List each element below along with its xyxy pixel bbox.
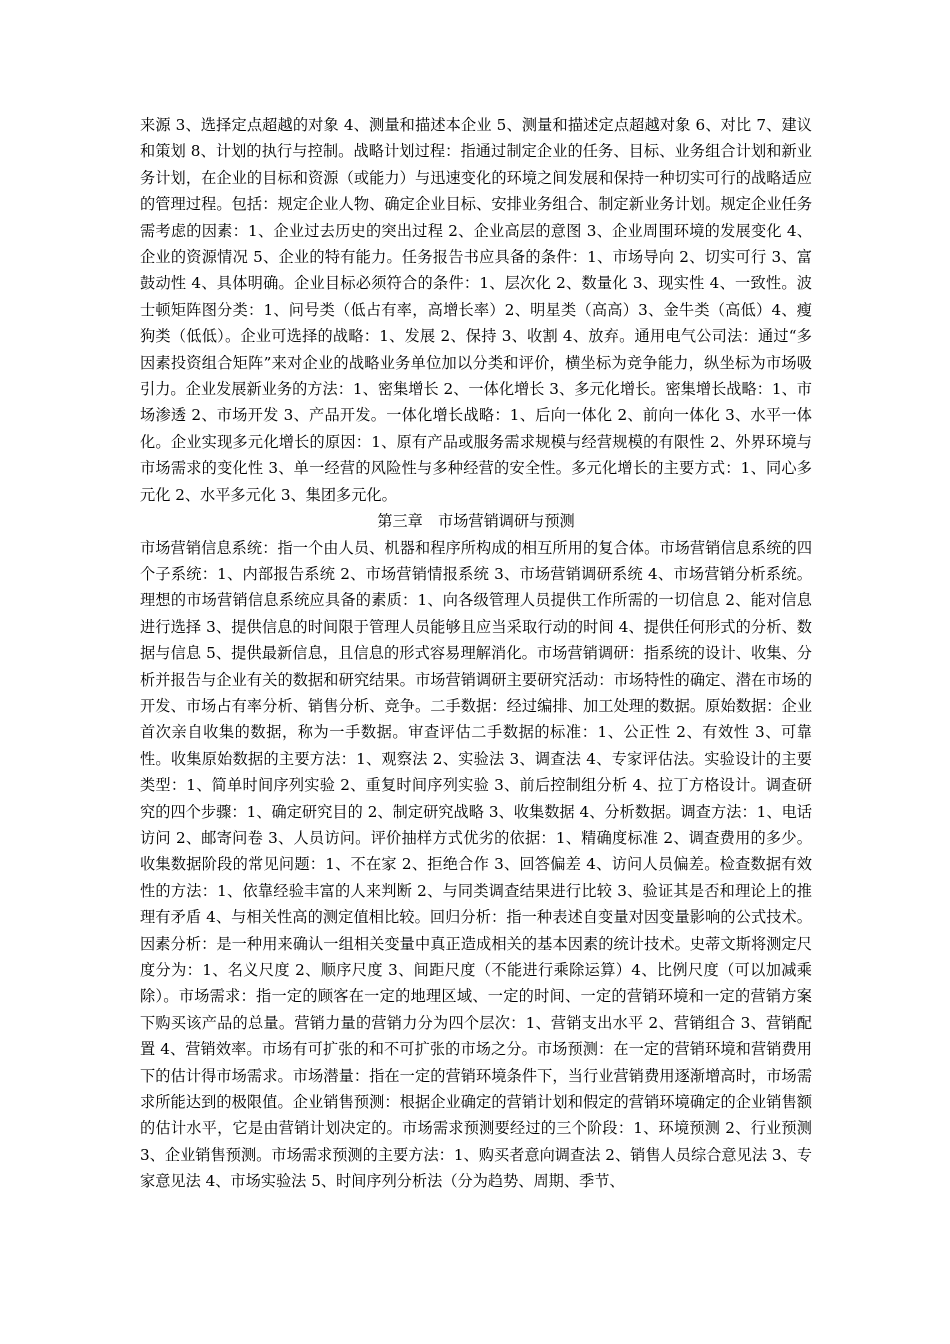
chapter-heading: 第三章 市场营销调研与预测 [377,512,575,531]
chapter-paragraph: 市场营销信息系统：指一个由人员、机器和程序所构成的相互所用的复合体。市场营销信息系统的四个子系统：1、内部报告系统 2、市场营销情报系统 3、市场营销调研系统 4、市场营销分析系统。理想的市场营销信息系统应具备的素质：1、向各级管理人员提供工作所需的一切信息 2、能对信息进行选择 3、提供信息的时间限于管理人员能够且应当采取行动的时间 4、提供任何形式的分析、数据与信息 5、提供最新信息，且信息的形式容易理解消化。市场营销调研：指系统的设计、收集、分析并报告与企业有关的数据和研究结果。市场营销调研主要研究活动：市场特性的确定、潜在市场的开发、市场占有率分析、销售分析、竞争。二手数据：经过编排、加工处理的数据。原始数据：企业首次亲自收集的数据，称为一手数据。审查评估二手数据的标准：1、公正性 2、有效性 3、可靠性。收集原始数据的主要方法：1、观察法 2、实验法 3、调查法 4、专家评估法。实验设计的主要类型：1、简单时间序列实验 2、重复时间序列实验 3、前后控制组分析 4、拉丁方格设计。调查研究的四个步骤：1、确定研究目的 2、制定研究战略 3、收集数据 4、分析数据。调查方法：1、电话访问 2、邮寄问卷 3、人员访问。评价抽样方式优劣的依据：1、精确度标准 2、调查费用的多少。收集数据阶段的常见问题：1、不在家 2、拒绝合作 3、回答偏差 4、访问人员偏差。检查数据有效性的方法：1、依靠经验丰富的人来判断 2、与同类调查结果进行比较 3、验证其是否和理论上的推理有矛盾 4、与相关性高的测定值相比较。回归分析：指一种表述自变量对因变量影响的公式技术。因素分析：是一种用来确认一组相关变量中真正造成相关的基本因素的统计技术。史蒂文斯将测定尺度分为：1、名义尺度 2、顺序尺度 3、间距尺度（不能进行乘除运算）4、比例尺度（可以加减乘除）。市场需求：指一定的顾客在一定的地理区域、一定的时间、一定的营销环境和一定的营销方案下购买该产品的总量。营销力量的营销力分为四个层次：1、营销支出水平 2、营销组合 3、营销配置 4、营销效率。市场有可扩张的和不可扩张的市场之分。市场预测：在一定的营销环境和营销费用下的估计得市场需求。市场潜量：指在一定的营销环境条件下，当行业营销费用逐渐增高时，市场需求所能达到的极限值。企业销售预测：根据企业确定的营销计划和假定的营销环境确定的企业销售额的估计水平，它是由营销计划决定的。市场需求预测要经过的三个阶段：1、环境预测 2、行业预测 3、企业销售预测。市场需求预测的主要方法：1、购买者意向调查法 2、销售人员综合意见法 3、专家意见法 4、市场实验法 5、时间序列分析法（分为趋势、周期、季节、 [140,538,812,1191]
intro-paragraph: 来源 3、选择定点超越的对象 4、测量和描述本企业 5、测量和描述定点超越对象 6、对比 7、建议和策划 8、计划的执行与控制。战略计划过程：指通过制定企业的任务、目标、业务组合计划和新业务计划，在企业的目标和资源（或能力）与迅速变化的环境之间发展和保持一种切实可行的战略适应的管理过程。包括：规定企业人物、确定企业目标、安排业务组合、制定新业务计划。规定企业任务需考虑的因素：1、企业过去历史的突出过程 2、企业高层的意图 3、企业周围环境的发展变化 4、企业的资源情况 5、企业的特有能力。任务报告书应具备的条件：1、市场导向 2、切实可行 3、富鼓动性 4、具体明确。企业目标必须符合的条件：1、层次化 2、数量化 3、现实性 4、一致性。波士顿矩阵图分类：1、问号类（低占有率，高增长率）2、明星类（高高）3、金牛类（高低）4、瘦狗类（低低）。企业可选择的战略：1、发展 2、保持 3、收割 4、放弃。通用电气公司法：通过“多因素投资组合矩阵”来对企业的战略业务单位加以分类和评价，横坐标为竞争能力，纵坐标为市场吸引力。企业发展新业务的方法：1、密集增长 2、一体化增长 3、多元化增长。密集增长战略：1、市场渗透 2、市场开发 3、产品开发。一体化增长战略：1、后向一体化 2、前向一体化 3、水平一体化。企业实现多元化增长的原因：1、原有产品或服务需求规模与经营规模的有限性 2、外界环境与市场需求的变化性 3、单一经营的风险性与多种经营的安全性。多元化增长的主要方式：1、同心多元化 2、水平多元化 3、集团多元化。 [140,116,812,504]
document-page [140,112,812,1195]
